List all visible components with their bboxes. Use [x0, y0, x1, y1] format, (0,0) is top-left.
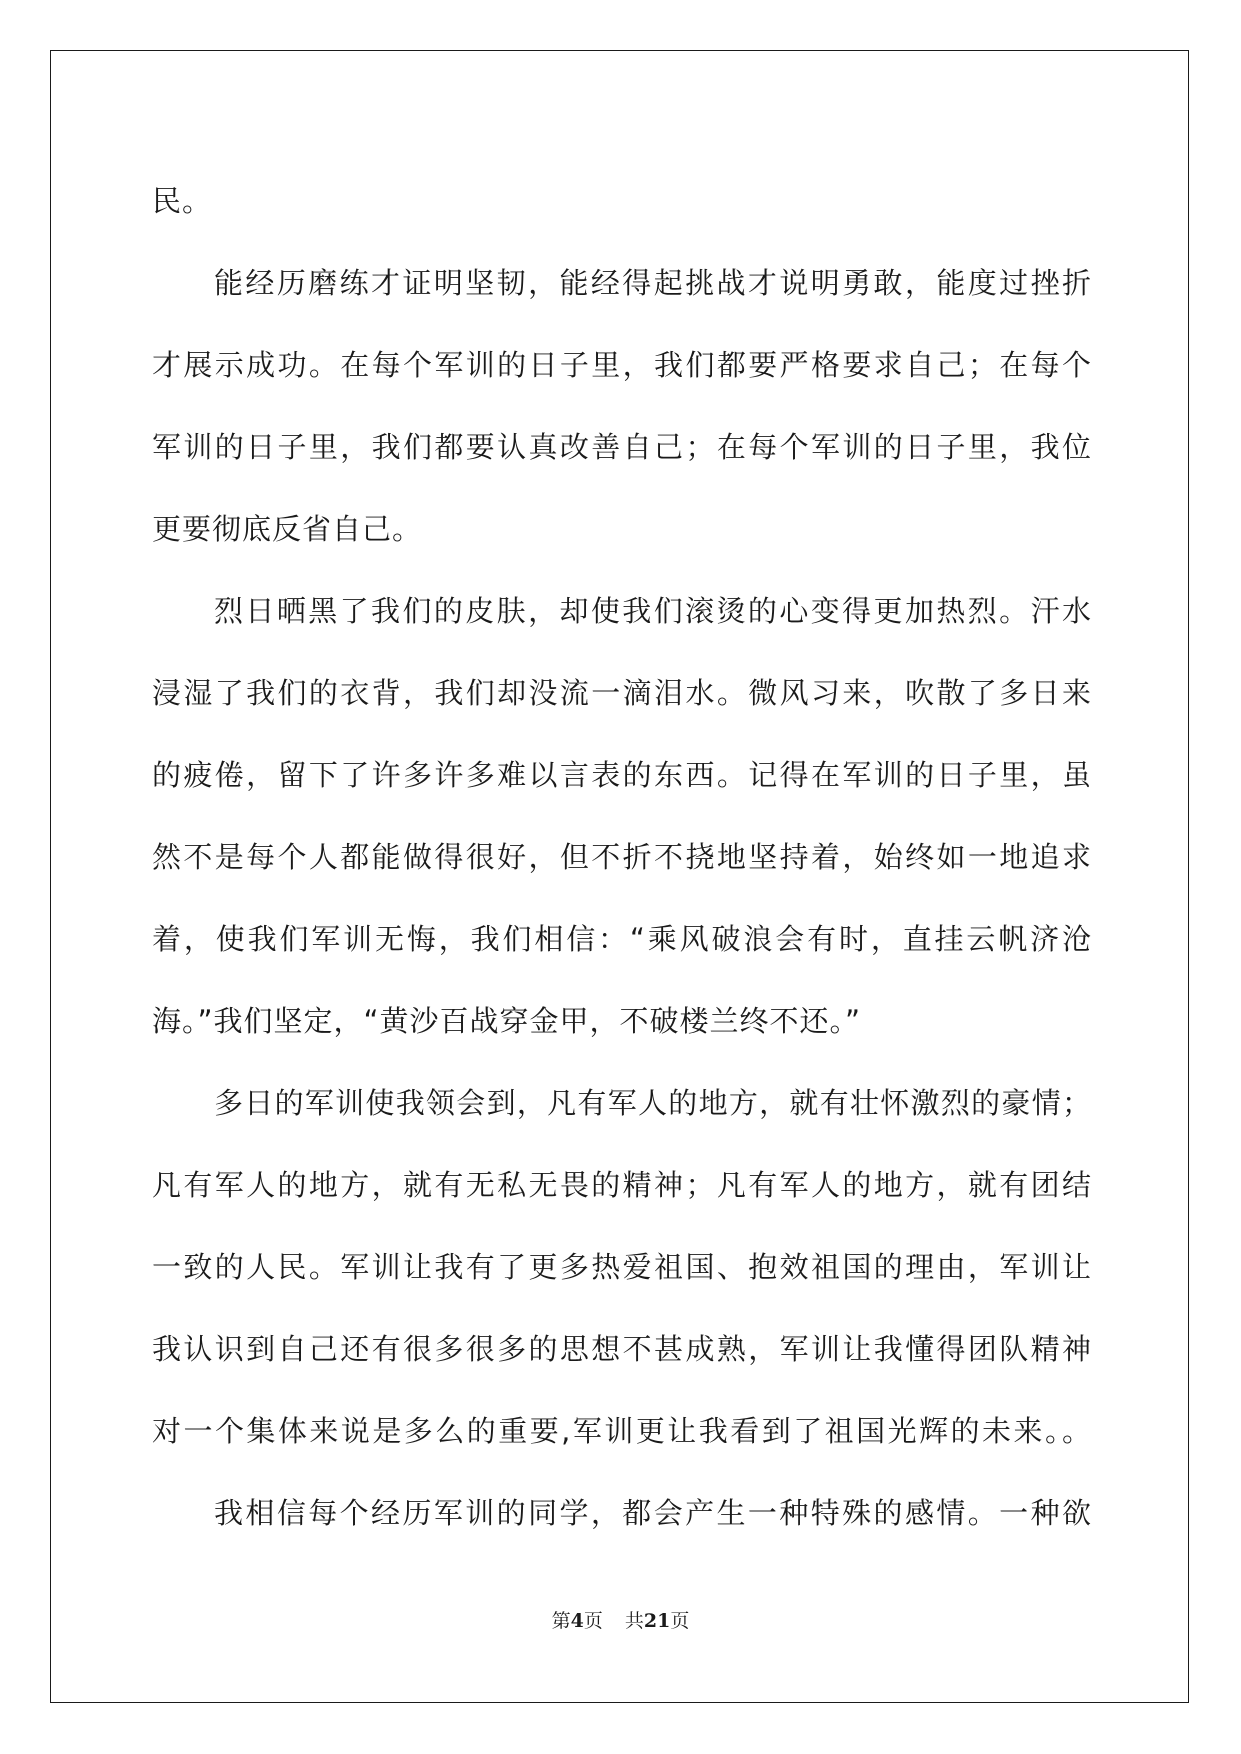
text-line: 凡有军人的地方，就有无私无畏的精神；凡有军人的地方，就有团结 — [152, 1168, 1092, 1202]
footer-prefix: 第 — [551, 1610, 571, 1632]
text-line: 海。”我们坚定，“黄沙百战穿金甲，不破楼兰终不还。” — [152, 1004, 862, 1038]
current-page-number: 4 — [570, 1610, 584, 1632]
text-line: 我相信每个经历军训的同学，都会产生一种特殊的感情。一种欲 — [214, 1496, 1092, 1530]
text-line: 一致的人民。军训让我有了更多热爱祖国、抱效祖国的理由，军训让 — [152, 1250, 1092, 1284]
text-line: 的疲倦，留下了许多许多难以言表的东西。记得在军训的日子里，虽 — [152, 758, 1092, 792]
text-line: 烈日晒黑了我们的皮肤，却使我们滚烫的心变得更加热烈。汗水 — [214, 594, 1092, 628]
body-text — [152, 160, 1092, 1554]
text-line: 对一个集体来说是多么的重要,军训更让我看到了祖国光辉的未来。。 — [152, 1414, 1092, 1448]
text-line: 浸湿了我们的衣背，我们却没流一滴泪水。微风习来，吹散了多日来 — [152, 676, 1092, 710]
text-line: 民。 — [152, 184, 213, 218]
text-line: 然不是每个人都能做得很好，但不折不挠地坚持着，始终如一地追求 — [152, 840, 1092, 874]
text-line: 军训的日子里，我们都要认真改善自己；在每个军训的日子里，我位 — [152, 430, 1092, 464]
text-line: 多日的军训使我领会到，凡有军人的地方，就有壮怀激烈的豪情； — [214, 1086, 1092, 1120]
total-page-number: 21 — [643, 1610, 671, 1632]
text-line: 才展示成功。在每个军训的日子里，我们都要严格要求自己；在每个 — [152, 348, 1092, 382]
footer-page-suffix: 页 — [583, 1610, 603, 1632]
text-line: 着，使我们军训无悔，我们相信：“乘风破浪会有时，直挂云帆济沧 — [152, 922, 1092, 956]
footer-total-suffix: 页 — [670, 1610, 690, 1632]
footer-total-prefix: 共 — [624, 1610, 644, 1632]
text-line: 能经历磨练才证明坚韧，能经得起挑战才说明勇敢，能度过挫折 — [214, 266, 1092, 300]
text-line: 我认识到自己还有很多很多的思想不甚成熟，军训让我懂得团队精神 — [152, 1332, 1092, 1366]
text-line: 更要彻底反省自己。 — [152, 512, 423, 546]
page-footer — [0, 1606, 1241, 1633]
